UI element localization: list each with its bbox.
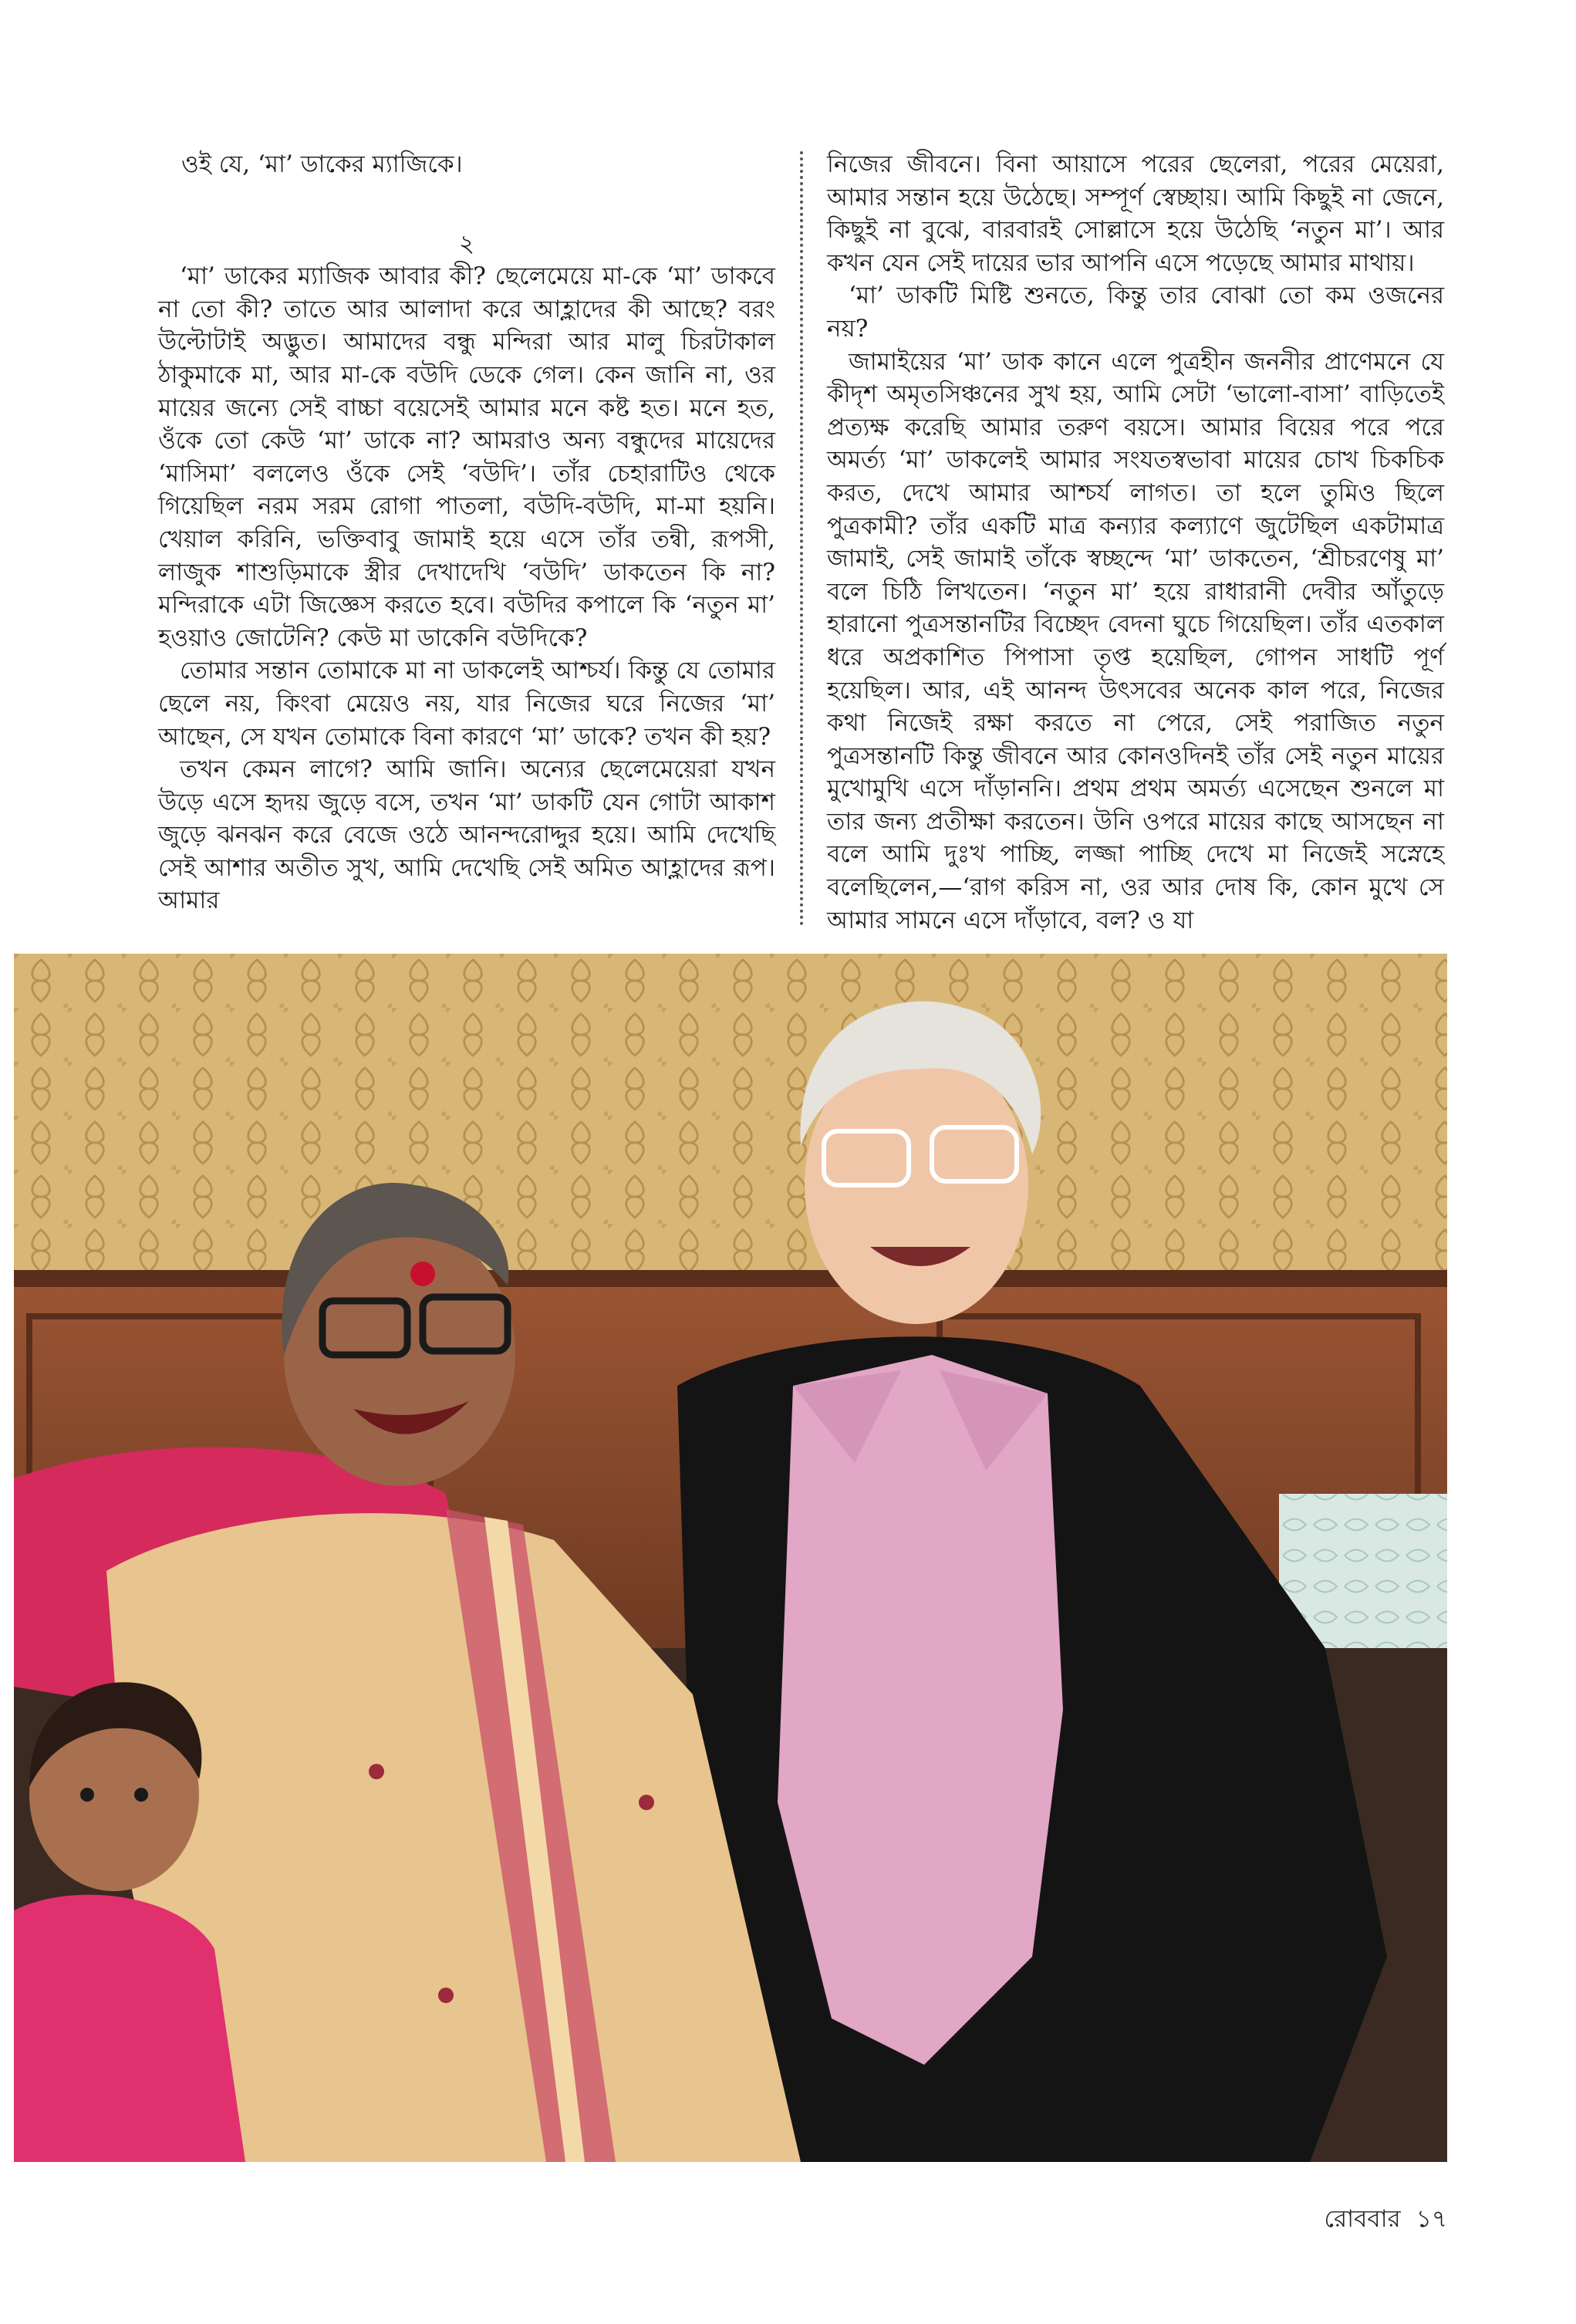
publication-name: রোববার <box>1324 2205 1401 2233</box>
paragraph: ‘মা’ ডাকটি মিষ্টি শুনতে, কিন্তু তার বোঝা তো কম ওজনের নয়? <box>827 282 1444 343</box>
wallpaper <box>14 954 1447 1316</box>
left-column <box>158 148 775 917</box>
section-number: ২ <box>458 229 475 258</box>
man-shirt <box>778 1355 1063 2065</box>
paragraph: তোমার সন্তান তোমাকে মা না ডাকলেই আশ্চর্য। কিন্তু যে তোমার ছেলে নয়, কিংবা মেয়েও নয়, যার নিজের ঘরে নিজের ‘মা’ আছেন, সে যখন তোমাকে বিনা কারণে ‘মা’ ডাকে? তখন কী হয়? <box>158 657 775 751</box>
column-divider <box>800 151 803 926</box>
paragraph: জামাইয়ের ‘মা’ ডাক কানে এলে পুত্রহীন জননীর প্রাণেমনে যে কীদৃশ অমৃতসিঞ্চনের সুখ হয়, আমি সেটা ‘ভালো-বাসা’ বাড়িতেই প্রত্যক্ষ করেছি আমার তরুণ বয়সে। আমার বিয়ের পরে পরে অমর্ত্য ‘মা’ ডাকলেই আমার সংযতস্বভাবা মায়ের চোখ চিকচিক করত, দেখে আমার আশ্চর্য লাগত। তা হলে তুমিও ছিলে পুত্রকামী? তাঁর একটি মাত্র কন্যার কল্যাণে জুটেছিল একটামাত্র জামাই, সেই জামাই তাঁকে স্বচ্ছন্দে ‘মা’ ডাকতেন, ‘শ্রীচরণেষু মা’ বলে চিঠি লিখতেন। ‘নতুন মা’ হয়ে রাধারানী দেবীর আঁতুড়ে হারানো পুত্রসন্তানটির বিচ্ছেদ বেদনা ঘুচে গিয়েছিল। তাঁর এতকাল ধরে অপ্রকাশিত পিপাসা তৃপ্ত হয়েছিল, গোপন সাধটি পূর্ণ হয়েছিল। আর, এই আনন্দ উৎসবের অনেক কাল পরে, নিজের কথা নিজেই রক্ষা করতে না পেরে, সেই পরাজিত নতুন পুত্রসন্তানটি কিন্তু জীবনে আর কোনওদিনই তাঁর সেই নতুন মায়ের মুখোমুখি এসে দাঁড়াননি। প্রথম প্রথম অমর্ত্য এসেছেন শুনলে মা তার জন্য প্রতীক্ষা করতেন। উনি ওপরে মায়ের কাছে আসছেন না বলে আমি দুঃখ পাচ্ছি, লজ্জা পাচ্ছি দেখে মা নিজেই সস্নেহে বলেছিলেন,—‘রাগ করিস না, ওর আর দোষ কি, কোন মুখে সে আমার সামনে এসে দাঁড়াবে, বল? ও যা <box>827 347 1444 934</box>
page-number: ১৭ <box>1416 2205 1447 2233</box>
page-footer <box>1325 2201 1447 2241</box>
bindi <box>410 1262 435 1286</box>
paragraph: তখন কেমন লাগে? আমি জানি। অন্যের ছেলেমেয়েরা যখন উড়ে এসে হৃদয় জুড়ে বসে, তখন ‘মা’ ডাকটি যেন গোটা আকাশ জুড়ে ঝনঝন করে বেজে ওঠে আনন্দরোদ্দুর হয়ে। আমি দেখেছি সেই আশার অতীত সুখ, আমি দেখেছি সেই অমিত আহ্লাদের রূপ। আমার <box>158 755 775 915</box>
paragraph-continuation: নিজের জীবনে। বিনা আয়াসে পরের ছেলেরা, পরের মেয়েরা, আমার সন্তান হয়ে উঠেছে। সম্পূর্ণ স্বেচ্ছায়। আমি কিছুই না জেনে, কিছুই না বুঝে, বারবারই সোল্লাসে হয়ে উঠেছি ‘নতুন মা’। আর কখন যেন সেই দায়ের ভার আপনি এসে পড়েছে আমার মাথায়। <box>827 150 1444 277</box>
article-photo <box>14 954 1447 2162</box>
paragraph: ‘মা’ ডাকের ম্যাজিক আবার কী? ছেলেমেয়ে মা-কে ‘মা’ ডাকবে না তো কী? তাতে আর আলাদা করে আহ্লাদের কী আছে? বরং উল্টোটাই অদ্ভুত। আমাদের বন্ধু মন্দিরা আর মালু চিরটাকাল ঠাকুমাকে মা, আর মা-কে বউদি ডেকে গেল। কেন জানি না, ওর মায়ের জন্যে সেই বাচ্চা বয়েসেই আমার মনে কষ্ট হত। মনে হত, ওঁকে তো কেউ ‘মা’ ডাকে না? আমরাও অন্য বন্ধুদের মায়েদের ‘মাসিমা’ বললেও ওঁকে সেই ‘বউদি’। তাঁর চেহারাটিও থেকে গিয়েছিল নরম সরম রোগা পাতলা, বউদি-বউদি, মা-মা হয়নি। খেয়াল করিনি, ভক্তিবাবু জামাই হয়ে এসে তাঁর তন্বী, রূপসী, লাজুক শাশুড়িমাকে স্ত্রীর দেখাদেখি ‘বউদি’ ডাকতেন কি না? মন্দিরাকে এটা জিজ্ঞেস করতে হবে। বউদির কপালে কি ‘নতুন মা’ হওয়াও জোটেনি? কেউ মা ডাকেনি বউদিকে? <box>158 262 775 652</box>
opening-line: ওই যে, ‘মা’ ডাকের ম্যাজিকে। <box>181 150 463 178</box>
right-column <box>827 148 1444 937</box>
